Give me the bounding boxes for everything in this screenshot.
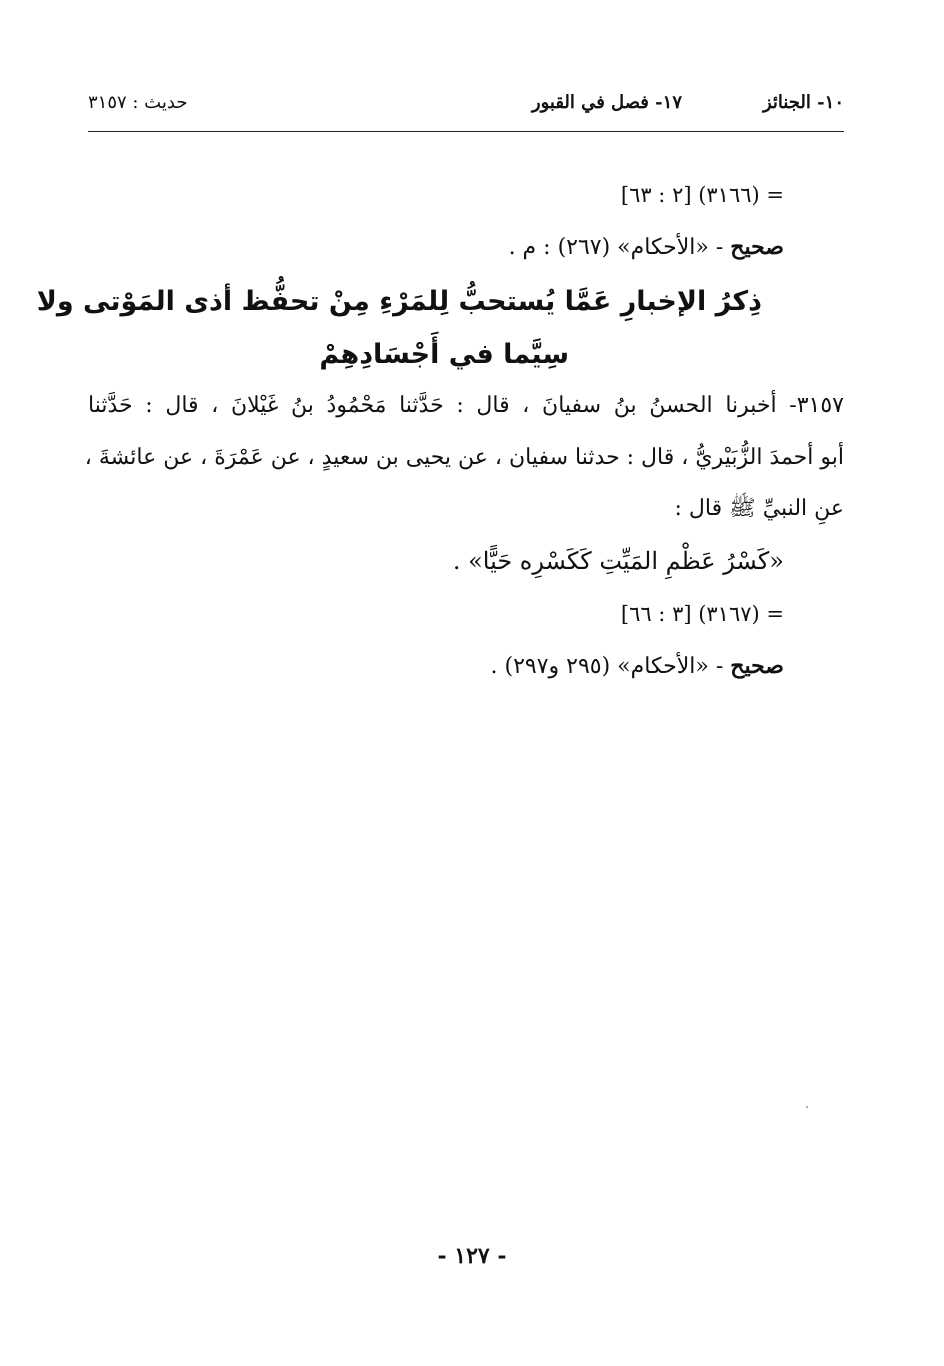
grade-source: - «الأحكام» (٢٩٥ و٢٩٧) . [490,654,731,679]
prev-hadith-reference: = (٣١٦٦) [٢ : ٦٣] [620,183,784,207]
hadith-isnad-line-1: ٣١٥٧- أخبرنا الحسنُ بنُ سفيانَ ، قال : حَدَّثنا مَحْمُودُ بنُ غَيْلانَ ، قال : حَدَّثنا [88,393,844,418]
chapter-title-line-2: سِيَّما في أَجْسَادِهِمْ [319,339,569,370]
chapter-title-line-1: ذِكرُ الإخبارِ عَمَّا يُستحبُّ لِلمَرْءِ مِنْ تحفُّظ أذى المَوْتى ولا [36,286,762,317]
hadith-reference: = (٣١٦٧) [٣ : ٦٦] [620,602,784,626]
hadith-isnad-line-2: أبو أحمدَ الزُّبَيْريُّ ، قال : حدثنا سفيان ، عن يحيى بن سعيدٍ ، عن عَمْرَةَ ، عن عائشةَ ، [84,445,844,470]
header-rule [88,131,844,132]
page-speck [806,1106,808,1108]
header-section: ١٧- فصل في القبور [531,92,682,113]
hadith-grade [491,651,785,682]
prev-grade-label: صحيح [730,234,784,260]
header-book-chapter: ١٠- الجنائز [762,92,844,113]
prev-grade-source: - «الأحكام» (٢٦٧) : م . [508,235,731,260]
grade-label: صحيح [730,653,784,679]
page-number: - ١٢٧ - [437,1243,507,1269]
prev-hadith-grade [509,232,784,263]
hadith-isnad-line-3: عنِ النبيِّ ﷺ قال : [674,496,844,521]
hadith-matn: «كَسْرُ عَظْمِ المَيِّتِ كَكَسْرِه حَيًّا» . [452,547,784,575]
header-hadith-ref: حديث : ٣١٥٧ [88,92,188,113]
